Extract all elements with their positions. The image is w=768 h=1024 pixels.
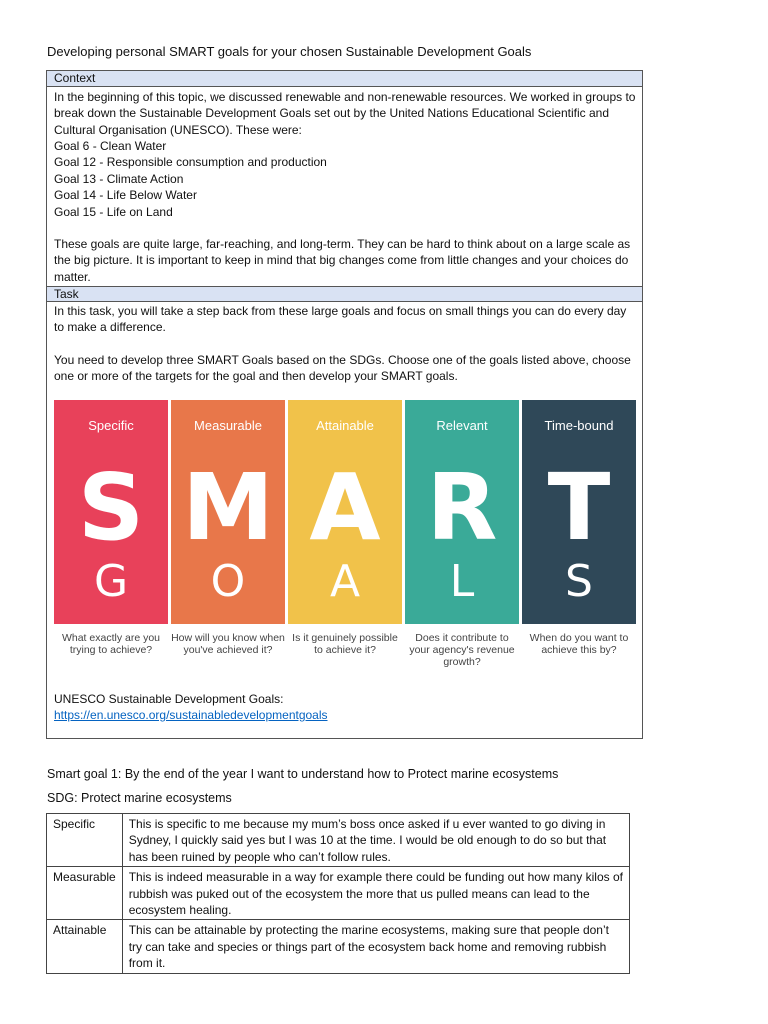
goal-item: Goal 13 - Climate Action [54,171,184,186]
smart-letter: R [426,454,498,561]
row-value: This can be attainable by protecting the marine ecosystems, making sure that people don’t try can take and species or things part of the ecosystem back home and removing rubbish from it. [122,920,629,973]
goal-item: Goal 15 - Life on Land [54,204,173,219]
smart-column-measurable [171,400,285,624]
unesco-sdg-link[interactable]: https://en.unesco.org/sustainabledevelopmentgoals [54,708,328,722]
row-key: Specific [47,814,123,867]
goal-item: Goal 6 - Clean Water [54,139,167,153]
task-paragraph-2: You need to develop three SMART Goals based on the SDGs. Choose one of the goals listed above, choose one or more of the targets for the goal and then develop your SMART goals. [54,353,631,384]
resources-label: UNESCO Sustainable Development Goals: [54,692,284,706]
goal-item: Goal 12 - Responsible consumption and production [54,155,327,170]
smart-column-relevant [405,400,519,624]
smart-goal-1-table [46,813,630,974]
smart-label: Time-bound [544,418,614,433]
smart-label: Measurable [194,418,262,433]
goals-letter: L [449,556,475,607]
resources [54,691,328,723]
row-key: Attainable [47,920,123,973]
smart-question: Does it contribute to your agency's revenue growth? [409,632,515,668]
smart-goal-1-sdg: SDG: Protect marine ecosystems [47,791,232,805]
smart-label: Specific [88,418,134,433]
smart-letter: S [77,454,145,561]
goals-letter: G [93,556,129,607]
smart-goal-1-title: Smart goal 1: By the end of the year I want to understand how to Protect marine ecosystems [47,767,559,781]
smart-column-attainable [288,400,402,624]
smart-question: Is it genuinely possible to achieve it? [292,632,398,656]
smart-label: Attainable [316,418,374,433]
smart-question: When do you want to achieve this by? [529,632,629,656]
context-closing: These goals are quite large, far-reaching, and long-term. They can be hard to think about on a large scale as the big picture. It is important to keep in mind that big changes come from little changes and your choices do matter. [54,237,631,284]
smart-column-time-bound [522,400,636,624]
goals-letter: O [210,556,246,607]
task-paragraph-1: In this task, you will take a step back from these large goals and focus on small things you can do every day to make a difference. [54,304,627,335]
smart-letter: A [309,454,381,561]
document-title: Developing personal SMART goals for your chosen Sustainable Development Goals [47,44,532,59]
goals-letter: A [329,556,361,607]
context-header: Context [47,71,642,87]
smart-label: Relevant [436,418,488,433]
smart-question: How will you know when you've achieved it? [171,632,285,656]
goal-item: Goal 14 - Life Below Water [54,188,197,203]
row-value: This is indeed measurable in a way for example there could be funding out how many kilos of rubbish was puked out of the ecosystem the more that us pulled means can lead to the ecosystem healing. [122,867,629,920]
row-value: This is specific to me because my mum’s boss once asked if u ever wanted to go diving in Sydney, I quickly said yes but I was 10 at the time. I would be old enough to do so but that has been ruined by people who can’t follow rules. [122,814,629,867]
goal-list [54,138,638,220]
smart-column-specific [54,400,168,624]
row-key: Measurable [47,867,123,920]
context-task-table [46,70,643,739]
goals-letter: S [565,556,593,607]
smart-question: What exactly are you trying to achieve? [61,632,161,656]
smart-letter: M [182,454,274,561]
smart-letter: T [547,454,611,561]
context-intro: In the beginning of this topic, we discussed renewable and non-renewable resources. We worked in groups to break down the Sustainable Development Goals set out by the United Nations Educational Scientific and Cultural Organisation (UNESCO). These were: [54,90,636,137]
table-row [47,920,630,973]
smart-goals-graphic [54,400,637,678]
task-header: Task [47,286,642,302]
table-row [47,814,630,867]
table-row [47,867,630,920]
